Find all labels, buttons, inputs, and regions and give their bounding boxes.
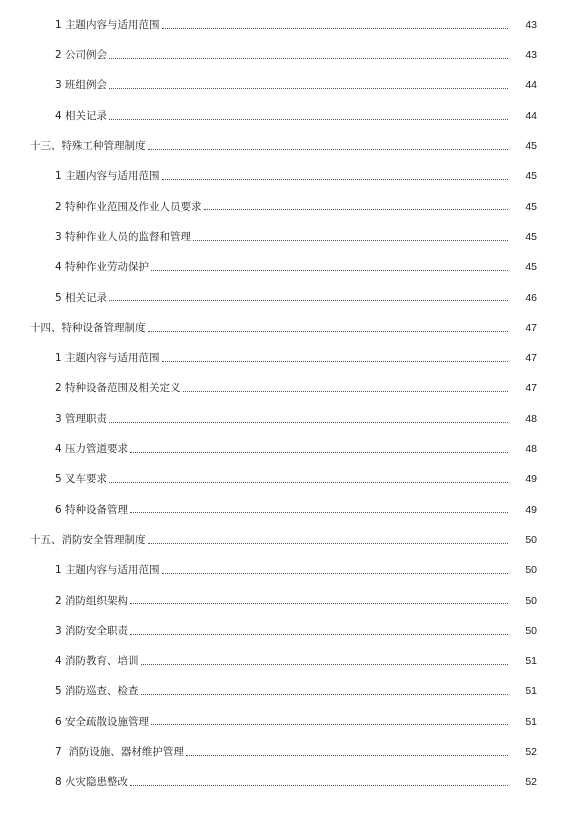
dot-leader [204, 209, 508, 210]
toc-entry[interactable] [0, 283, 571, 313]
toc-entry-title: 6 特种设备管理 [55, 503, 129, 516]
dot-leader [186, 755, 508, 756]
toc-entry-title: 2 特种设备范围及相关定义 [55, 382, 181, 395]
toc-page-number: 47 [525, 382, 537, 395]
toc-page-number: 50 [525, 564, 537, 577]
toc-entry[interactable] [0, 495, 571, 525]
toc-page-number: 45 [525, 140, 537, 153]
toc-entry[interactable] [0, 677, 571, 707]
toc-entry-title: 6 安全疏散设施管理 [55, 715, 150, 728]
toc-section-entry[interactable] [0, 313, 571, 343]
dot-leader [141, 694, 508, 695]
dot-leader [109, 482, 508, 483]
toc-entry-title: 3 班组例会 [55, 79, 108, 92]
toc-entry-title: 3 消防安全职责 [55, 624, 129, 637]
toc-section-entry[interactable] [0, 131, 571, 161]
toc-entry-title: 4 压力管道要求 [55, 443, 129, 456]
toc-entry-title: 7 消防设施、器材维护管理 [55, 746, 184, 759]
toc-entry[interactable] [0, 374, 571, 404]
toc-page-number: 43 [525, 18, 537, 31]
toc-entry-title: 十三、特殊工种管理制度 [30, 140, 146, 153]
dot-leader [130, 634, 508, 635]
dot-leader [151, 270, 508, 271]
toc-page-number: 51 [525, 655, 537, 668]
toc-entry-title: 1 主题内容与适用范围 [55, 18, 160, 31]
toc-section-entry[interactable] [0, 525, 571, 555]
toc-entry[interactable] [0, 646, 571, 676]
toc-page-number: 52 [525, 746, 537, 759]
toc-page-number: 43 [525, 49, 537, 62]
toc-entry[interactable] [0, 101, 571, 131]
dot-leader [183, 391, 508, 392]
dot-leader [148, 543, 509, 544]
toc-entry-title: 十五、消防安全管理制度 [30, 533, 146, 546]
toc-entry-title: 1 主题内容与适用范围 [55, 352, 160, 365]
dot-leader [109, 58, 508, 59]
toc-page-number: 44 [525, 109, 537, 122]
dot-leader [151, 724, 508, 725]
dot-leader [141, 664, 508, 665]
toc-page-number: 49 [525, 503, 537, 516]
toc-page-number: 49 [525, 473, 537, 486]
toc-entry[interactable] [0, 767, 571, 797]
dot-leader [162, 28, 508, 29]
toc-page-number: 52 [525, 776, 537, 789]
dot-leader [148, 331, 509, 332]
toc-entry[interactable] [0, 252, 571, 282]
toc-entry-title: 2 特种作业范围及作业人员要求 [55, 200, 202, 213]
toc-entry-title: 5 叉车要求 [55, 473, 108, 486]
toc-page-number: 47 [525, 321, 537, 334]
toc-entry-title: 2 公司例会 [55, 49, 108, 62]
dot-leader [109, 300, 508, 301]
dot-leader [148, 149, 509, 150]
toc-page-number: 46 [525, 291, 537, 304]
toc-page-number: 50 [525, 533, 537, 546]
toc-page-number: 50 [525, 594, 537, 607]
toc-page-number: 45 [525, 170, 537, 183]
toc-entry-title: 4 消防教育、培训 [55, 655, 139, 668]
toc-entry[interactable] [0, 343, 571, 373]
toc-page-number: 45 [525, 200, 537, 213]
dot-leader [109, 88, 508, 89]
toc-entry[interactable] [0, 737, 571, 767]
dot-leader [130, 603, 508, 604]
toc-entry[interactable] [0, 555, 571, 585]
toc-entry[interactable] [0, 161, 571, 191]
toc-entry[interactable] [0, 192, 571, 222]
toc-entry[interactable] [0, 434, 571, 464]
toc-entry-title: 4 特种作业劳动保护 [55, 261, 150, 274]
toc-entry[interactable] [0, 616, 571, 646]
dot-leader [162, 361, 508, 362]
toc-entry-title: 1 主题内容与适用范围 [55, 564, 160, 577]
toc-entry-title: 8 火灾隐患整改 [55, 776, 129, 789]
toc-entry-title: 5 消防巡查、检查 [55, 685, 139, 698]
toc-entry-title: 3 管理职责 [55, 412, 108, 425]
toc-entry[interactable] [0, 707, 571, 737]
toc-entry-title: 十四、特种设备管理制度 [30, 321, 146, 334]
toc-entry[interactable] [0, 10, 571, 40]
toc-entry[interactable] [0, 464, 571, 494]
dot-leader [109, 422, 508, 423]
dot-leader [130, 785, 508, 786]
toc-entry[interactable] [0, 222, 571, 252]
toc-entry[interactable] [0, 404, 571, 434]
toc-page-number: 50 [525, 624, 537, 637]
toc-entry-title: 2 消防组织架构 [55, 594, 129, 607]
toc-entry-title: 3 特种作业人员的监督和管理 [55, 230, 192, 243]
toc-entry[interactable] [0, 586, 571, 616]
dot-leader [162, 179, 508, 180]
toc-page-number: 47 [525, 352, 537, 365]
toc-entry[interactable] [0, 40, 571, 70]
table-of-contents [0, 10, 571, 798]
toc-page-number: 45 [525, 230, 537, 243]
dot-leader [130, 512, 508, 513]
dot-leader [109, 119, 508, 120]
toc-page-number: 51 [525, 715, 537, 728]
toc-entry-title: 5 相关记录 [55, 291, 108, 304]
toc-page-number: 48 [525, 412, 537, 425]
toc-page-number: 44 [525, 79, 537, 92]
toc-entry[interactable] [0, 71, 571, 101]
dot-leader [130, 452, 508, 453]
toc-entry-title: 4 相关记录 [55, 109, 108, 122]
toc-page-number: 51 [525, 685, 537, 698]
toc-page-number: 48 [525, 443, 537, 456]
dot-leader [162, 573, 508, 574]
toc-entry-title: 1 主题内容与适用范围 [55, 170, 160, 183]
toc-page-number: 45 [525, 261, 537, 274]
dot-leader [193, 240, 508, 241]
